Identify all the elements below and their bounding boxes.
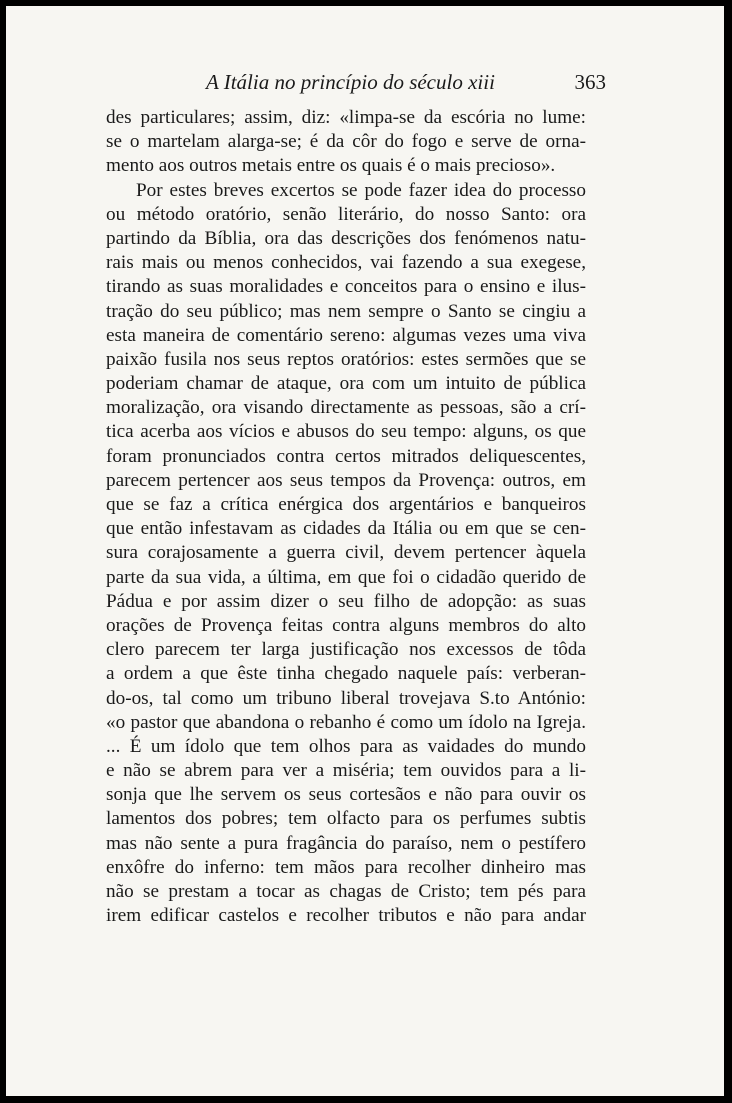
text-line: sonja que lhe servem os seus cortesãos e não para ouvir os [106, 784, 586, 806]
text-line: Pádua e por assim dizer o seu filho de adopção: as suas [106, 590, 586, 612]
text-line: parecem pertencer aos seus tempos da Provença: outros, em [106, 469, 586, 491]
text-line: clero parecem ter larga justificação nos excessos de tôda [106, 639, 586, 661]
text-line: lamentos dos pobres; tem olfacto para os perfumes subtis [106, 808, 586, 830]
text-line: moralização, ora visando directamente as pessoas, são a crí- [106, 397, 586, 419]
text-line: sura corajosamente a guerra civil, devem pertencer àquela [106, 542, 586, 564]
text-line: enxôfre do inferno: tem mãos para recolher dinheiro mas [106, 856, 586, 878]
text-line: des particulares; assim, diz: «limpa-se da escória no lume: [106, 107, 586, 128]
text-line: poderiam chamar de ataque, ora com um intuito de pública [106, 373, 586, 395]
text-line: não se prestam a tocar as chagas de Cristo; tem pés para [106, 881, 586, 902]
running-header [106, 70, 606, 98]
text-line: orações de Provença feitas contra alguns membros do alto [106, 614, 586, 636]
text-line: mas não sente a pura fragância do paraíso, nem o pestífero [106, 832, 586, 854]
text-line: irem edificar castelos e recolher tributos e não para andar [106, 905, 586, 927]
text-line: do-os, tal como um tribuno liberal trovejava S.to António: [106, 687, 586, 709]
text-line: parte da sua vida, a última, em que foi o cidadão querido de [106, 566, 586, 588]
text-line: rais mais ou menos conhecidos, vai fazendo a sua exegese, [106, 252, 586, 274]
text-line: ... É um ídolo que tem olhos para as vaidades do mundo [106, 735, 586, 757]
text-line: mento aos outros metais entre os quais é o mais precioso». [106, 155, 556, 177]
book-page [6, 6, 724, 1096]
text-line: ou método oratório, senão literário, do nosso Santo: ora [106, 203, 586, 225]
text-line: partindo da Bíblia, ora das descrições dos fenómenos natu- [106, 227, 586, 249]
text-line: que se faz a crítica enérgica dos argentários e banqueiros [106, 494, 586, 515]
text-line: e não se abrem para ver a miséria; tem ouvidos para a li- [106, 760, 586, 782]
text-line: a ordem a que êste tinha chegado naquele país: verberan- [106, 663, 586, 685]
text-line: tirando as suas moralidades e conceitos para o ensino e ilus- [106, 276, 586, 298]
text-line: se o martelam alarga-se; é da côr do fogo e serve de orna- [106, 131, 586, 153]
text-line: «o pastor que abandona o rebanho é como um ídolo na Igreja. [106, 711, 586, 733]
text-line: que então infestavam as cidades da Itália ou em que se cen- [106, 518, 586, 540]
running-title: A Itália no princípio do século xiii [206, 70, 495, 94]
text-line: tração do seu público; mas nem sempre o Santo se cingiu a [106, 300, 586, 322]
text-line: esta maneira de comentário sereno: algumas vezes uma viva [106, 324, 586, 346]
body-text [106, 106, 586, 928]
text-line: paixão fusila nos seus reptos oratórios: estes sermões que se [106, 348, 586, 370]
page-number: 363 [574, 70, 606, 94]
text-line: Por estes breves excertos se pode fazer idea do processo [136, 179, 586, 201]
text-line: foram pronunciados contra certos mitrados deliquescentes, [106, 445, 586, 467]
text-line: tica acerba aos vícios e abusos do seu tempo: alguns, os que [106, 421, 586, 443]
